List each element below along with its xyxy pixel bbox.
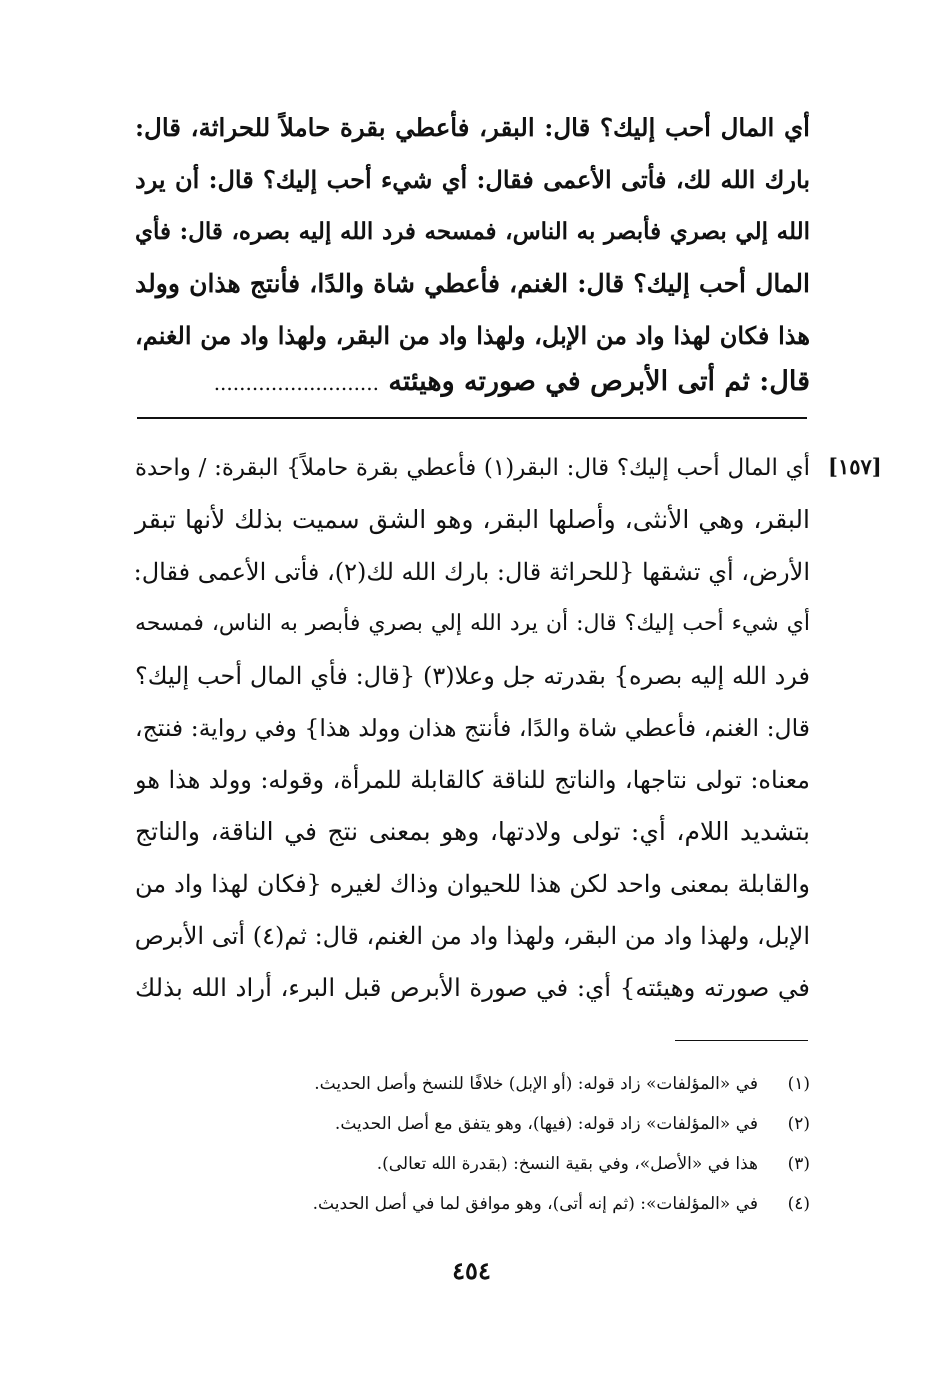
- section-divider: [137, 417, 807, 419]
- main-text-line: الله إلي بصري فأبصر به الناس، فمسحه فرد الله إليه بصره، قال: فأي: [135, 218, 810, 245]
- footnote: [130, 1069, 810, 1099]
- main-text-last: قال: ثم أتى الأبرص في صورته وهيئته: [388, 366, 810, 397]
- main-text-line: أي المال أحب إليك؟ قال: البقر، فأعطي بقرة حاملاً للحراثة، قال:: [135, 113, 810, 142]
- footnote: [130, 1189, 810, 1219]
- footnote-text: في «المؤلفات»: (ثم إنه أتى)، وهو موافق لما في أصل الحديث.: [312, 1194, 758, 1214]
- main-text-line: المال أحب إليك؟ قال: الغنم، فأعطي شاة والدًا، فأنتج هذان وولد: [135, 269, 810, 298]
- footnote-number: (٢): [787, 1114, 810, 1134]
- commentary-line: في صورته وهيئته} أي: في صورة الأبرص قبل البرء، أراد الله بذلك: [135, 973, 810, 1002]
- page-reference: [١٥٧]: [828, 454, 882, 479]
- footnote: [130, 1149, 810, 1179]
- page-number: ٤٥٤: [452, 1256, 491, 1285]
- commentary-line: أي المال أحب إليك؟ قال: البقر(١) فأعطي بقرة حاملاً} البقرة: / واحدة: [135, 455, 810, 481]
- footnote-separator: [675, 1040, 808, 1041]
- footnote: [130, 1109, 810, 1139]
- main-text-last-line: [135, 356, 810, 408]
- main-text-dots: ..........................: [213, 371, 379, 395]
- commentary-line: والقابلة بمعنى واحد لكن هذا للحيوان وذاك لغيره {فكان لهذا واد من: [135, 870, 811, 898]
- footnote-text: هذا في «الأصل»، وفي بقية النسخ: (بقدرة الله تعالى).: [376, 1154, 758, 1174]
- commentary-line: بتشديد اللام، أي: تولى ولادتها، وهو بمعنى نتج في الناقة، والناتج: [135, 817, 810, 846]
- commentary-line: فرد الله إليه بصره} بقدرته جل وعلا(٣) {قال: فأي المال أحب إليك؟: [135, 662, 811, 690]
- commentary-line: الأرض، أي تشقها {للحراثة قال: بارك الله لك(٢)، فأتى الأعمى فقال:: [133, 558, 810, 586]
- main-text-line: بارك الله لك، فأتى الأعمى فقال: أي شيء أحب إليك؟ قال: أن يرد: [135, 165, 810, 194]
- footnote-text: في «المؤلفات» زاد قوله: (فيها)، وهو يتفق مع أصل الحديث.: [334, 1114, 758, 1134]
- commentary-line: البقر، وهي الأنثى، وأصلها البقر، وهو الشق سميت بذلك لأنها تبقر: [135, 505, 810, 534]
- commentary-line: معناه: تولى نتاجها، والناتج للناقة كالقابلة للمرأة، وقوله: وولد هذا هو: [135, 766, 810, 794]
- footnote-text: في «المؤلفات» زاد قوله: (أو الإبل) خلافًا للنسخ وأصل الحديث.: [314, 1074, 758, 1094]
- commentary-line: الإبل، ولهذا واد من البقر، ولهذا واد من الغنم، قال: ثم(٤) أتى الأبرص: [134, 922, 810, 950]
- footnote-number: (٣): [787, 1154, 810, 1174]
- commentary-line: قال: الغنم، فأعطي شاة والدًا، فأنتج هذان وولد هذا} وفي رواية: فنتج،: [135, 714, 810, 742]
- main-text-line: هذا فكان لهذا واد من الإبل، ولهذا واد من البقر، ولهذا واد من الغنم،: [135, 321, 810, 350]
- footnote-number: (١): [787, 1074, 810, 1094]
- footnote-number: (٤): [787, 1194, 810, 1214]
- commentary-line: أي شيء أحب إليك؟ قال: أن يرد الله إلي بصري فأبصر به الناس، فمسحه: [135, 611, 810, 636]
